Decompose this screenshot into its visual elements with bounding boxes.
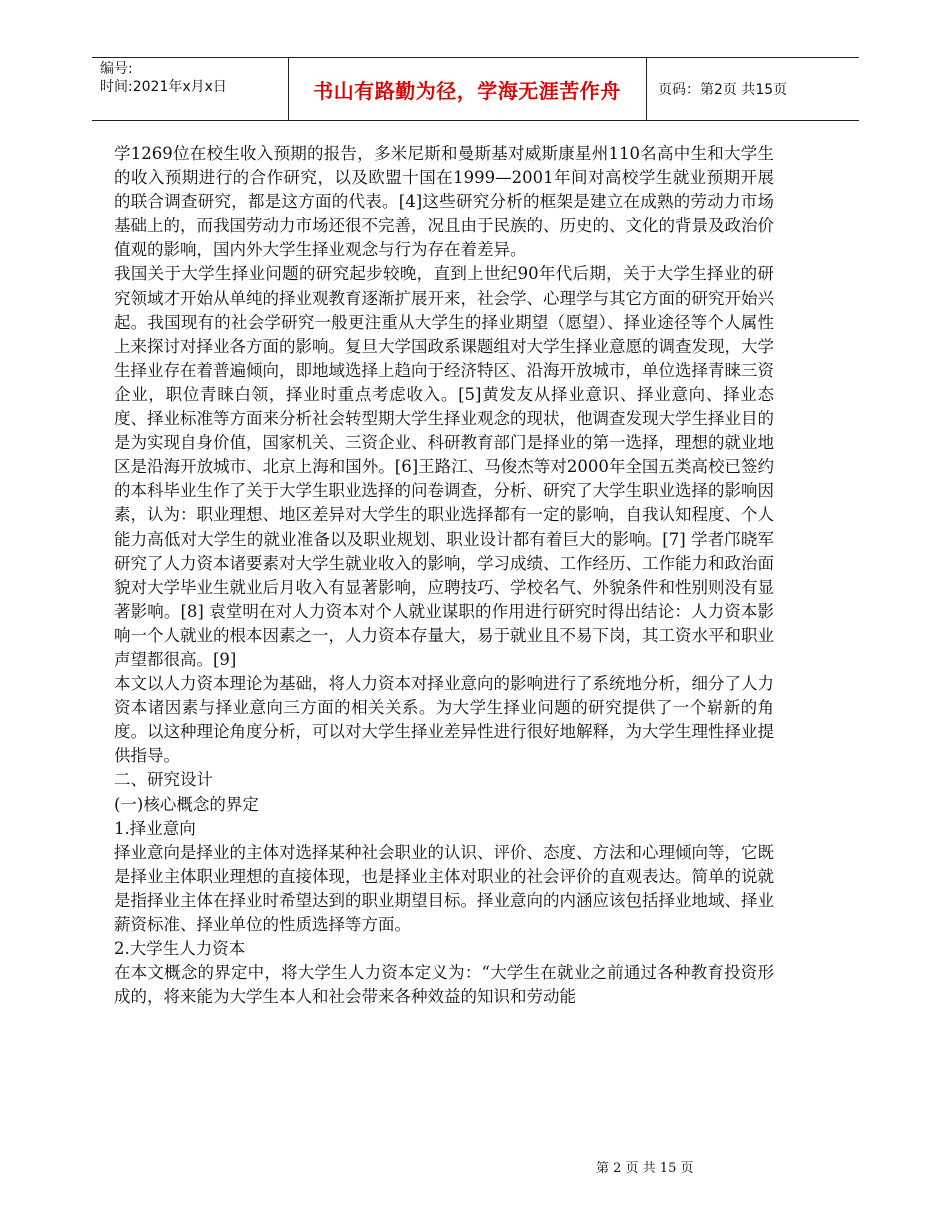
paragraph: 本文以人力资本理论为基础，将人力资本对择业意向的影响进行了系统地分析，细分了人力资本诸因素与择业意向三方面的相关关系。为大学生择业问题的研究提供了一个崭新的角度。以这种理论角度分析，可以对大学生择业差异性进行很好地解释，为大学生理性择业提供指导。: [114, 674, 774, 766]
header-motto: 书山有路勤为径，学海无涯苦作舟: [313, 78, 621, 103]
paragraph: 择业意向是择业的主体对选择某种社会职业的认识、评价、态度、方法和心理倾向等，它既是择业主体职业理想的直接体现，也是择业主体对职业的社会评价的直观表达。简单的说就是指择业主体在择业时希望达到的职业期望目标。择业意向的内涵应该包括择业地域、择业薪资标准、择业单位的性质选择等方面。: [114, 842, 774, 934]
paragraph: 学1269位在校生收入预期的报告，多米尼斯和曼斯基对威斯康星州110名高中生和大学生的收入预期进行的合作研究，以及欧盟十国在1999—2001年间对高校学生就业预期开展的联合调查研究，都是这方面的代表。[4]这些研究分析的框架是建立在成熟的劳动力市场基础上的，而我国劳动力市场还很不完善，况且由于民族的、历史的、文化的背景及政治价值观的影响，国内外大学生择业观念与行为存在着差异。: [114, 144, 774, 260]
time-label: 时间:2021年x月x日: [100, 79, 227, 95]
item-heading: 2.大学生人力资本: [114, 939, 246, 959]
doc-number-label: 编号:: [100, 61, 133, 77]
document-body: [114, 142, 774, 1009]
header-page-number: 页码：第2页 共15页: [658, 82, 788, 98]
subsection-heading: (一)核心概念的界定: [114, 794, 259, 814]
section-heading: 二、研究设计: [114, 770, 213, 790]
paragraph: 我国关于大学生择业问题的研究起步较晚，直到上世纪90年代后期，关于大学生择业的研究领域才开始从单纯的择业观教育逐渐扩展开来，社会学、心理学与其它方面的研究开始兴起。我国现有的社会学研究一般更注重从大学生的择业期望（愿望）、择业途径等个人属性上来探讨对择业各方面的影响。复旦大学国政系课题组对大学生择业意愿的调查发现，大学生择业存在着普遍倾向，即地域选择上趋向于经济特区、沿海开放城市，单位选择青睐三资企业，职位青睐白领，择业时重点考虑收入。[5]黄发友从择业意识、择业意向、择业态度、择业标准等方面来分析社会转型期大学生择业观念的现状，他调查发现大学生择业目的是为实现自身价值，国家机关、三资企业、科研教育部门是择业的第一选择，理想的就业地区是沿海开放城市、北京上海和国外。[6]王路江、马俊杰等对2000年全国五类高校已签约的本科毕业生作了关于大学生职业选择的问卷调查，分析、研究了大学生职业选择的影响因素，认为：职业理想、地区差异对大学生的职业选择都有一定的影响，自我认知程度、个人能力高低对大学生的就业准备以及职业规划、职业设计都有着巨大的影响。[7] 学者邝晓军研究了人力资本诸要素对大学生就业收入的影响，学习成绩、工作经历、工作能力和政治面貌对大学毕业生就业后月收入有显著影响，应聘技巧、学校名气、外貌条件和性别则没有显著影响。[8] 袁堂明在对人力资本对个人就业谋职的作用进行研究时得出结论：人力资本影响一个人就业的根本因素之一，人力资本存量大，易于就业且不易下岗，其工资水平和职业声望都很高。[9]: [114, 264, 774, 669]
paragraph: 在本文概念的界定中，将大学生人力资本定义为：“大学生在就业之前通过各种教育投资形成的，将来能为大学生本人和社会带来各种效益的知识和劳动能: [114, 963, 774, 1007]
page-header: [92, 57, 859, 121]
header-meta: [100, 60, 280, 96]
page-footer: 第 2 页 共 15 页: [596, 1161, 694, 1176]
header-divider: [646, 58, 647, 120]
item-heading: 1.择业意向: [114, 818, 196, 838]
